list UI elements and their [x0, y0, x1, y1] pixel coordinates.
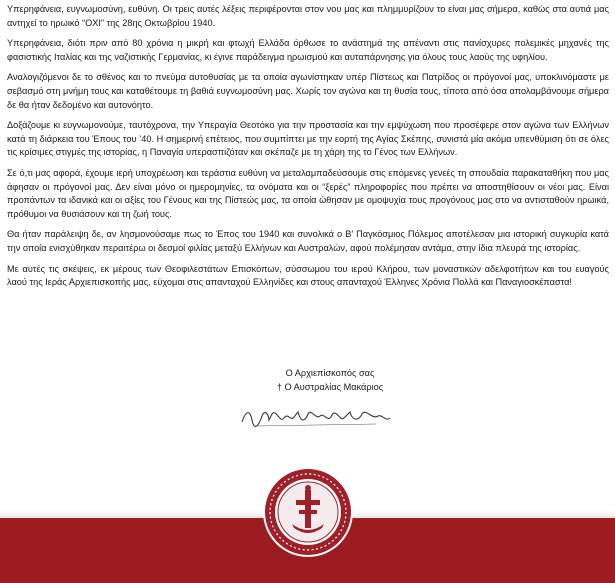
archdiocese-seal-icon [262, 466, 354, 558]
paragraph-2: Υπερηφάνεια, διότι πριν από 80 χρόνια η μικρή και φτωχή Ελλάδα όρθωσε το ανάστημά της απέναντι στις πανίσχυρες πολεμικές μηχανές της φασιστικής Ιταλίας και της ναζιστικής Γερμανίας, κι έγινε παράδειγμα ηρωισμού και αυταπάρνησης για όλους τους λαούς της υφηλίου. [7, 38, 609, 62]
paragraph-3: Αναλογιζόμενοι δε το σθένος και το πνεύμα αυτοθυσίας με τα οποία αγωνίστηκαν υπέρ Πίστεως και Πατρίδος οι πρόγονοί μας, υποκλινόμαστε με σεβασμό στη μνήμη τους και καταθέτουμε τη βαθιά ευγνωμοσύνη μας. Χωρίς τον αγώνα και τη θυσία τους, τίποτα από όσα απολαμβάνουμε σήμερα δε θα ήταν δεδομένο και αυτονόητο. [7, 72, 609, 110]
closing-block [240, 366, 420, 394]
paragraph-7: Με αυτές τις σκέψεις, εκ μέρους των Θεοφιλεστάτων Επισκόπων, σύσσωμου του ιερού Κλήρου, των μοναστικών αδελφοτήτων και του ευαγούς λαού της Ιεράς Αρχιεπισκοπής μας, εύχομαι στις απανταχού Ελληνίδες και στους απανταχού Έλληνες Χρόνια Πολλά και Παναγιοσκέπαστα! [7, 263, 609, 288]
signature-icon [236, 402, 396, 434]
paragraph-6: Θα ήταν παράλειψη δε, αν λησμονούσαμε πως το Έπος του 1940 και συνολικά ο Β’ Παγκόσμιος Πόλεμος αποτέλεσαν μια ιστορική συγκυρία κατά την οποία ενισχύθηκαν περαιτέρω οι δεσμοί φιλίας μεταξύ Ελλήνων και Αυστραλών, αφού πολέμησαν αντάμα, στην ίδια πλευρά της ιστορίας. [7, 229, 609, 253]
paragraph-4: Δοξάζουμε κι ευγνωμονούμε, ταυτόχρονα, την Υπεραγία Θεοτόκο για την προστασία και την εμψύχωση που προσέφερε στον αγώνα των Ελλήνων κατά τη διάρκεια του Έπους του ’40. Η σημερινή επέτειος, που συμπίπτει με την εορτή της Αγίας Σκέπης, συνιστά μία ακόμα υπενθύμιση ότι σε όλες τις κρίσιμες στιγμές της ιστορίας, η Παναγία υπερασπιζόταν και σκέπαζε με τη χάρη της το Γένος των Ελλήνων. [7, 120, 609, 158]
letter-body [7, 3, 609, 297]
closing-line-2: † Ο Αυστραλίας Μακάριος [276, 382, 384, 392]
paragraph-1: Υπερηφάνεια, ευγνωμοσύνη, ευθύνη. Οι τρεις αυτές λέξεις περιφέρονται στον νου μας και πλημμυρίζουν το είναι μας σήμερα, καθώς στα αυτιά μας αντηχεί το ηρωικό “ΟΧΙ” της 28ης Οκτωβρίου 1940. [7, 4, 609, 28]
paragraph-5: Σε ό,τι μας αφορά, έχουμε ιερή υποχρέωση και τεράστια ευθύνη να μεταλαμπαδεύσουμε στις επόμενες γενεές τη σπουδαία παρακαταθήκη που μας άφησαν οι πρόγονοί μας. Δεν είναι μόνο οι ημερομηνίες, τα ονόματα και οι “ξερές” πληροφορίες που πρέπει να αποστηθίσουν οι νέοι μας. Είναι προπάντων τα ιδανικά και οι αξίες του Γένους και της Πίστεώς μας, τα οποία ώθησαν με ομοψυχία τους προγόνους μας στο να αντισταθούν ηρωικά, πρόθυμοι να θυσιάσουν και τη ζωή τους. [7, 167, 609, 219]
closing-line-1: Ο Αρχιεπίσκοπός σας [285, 368, 375, 378]
